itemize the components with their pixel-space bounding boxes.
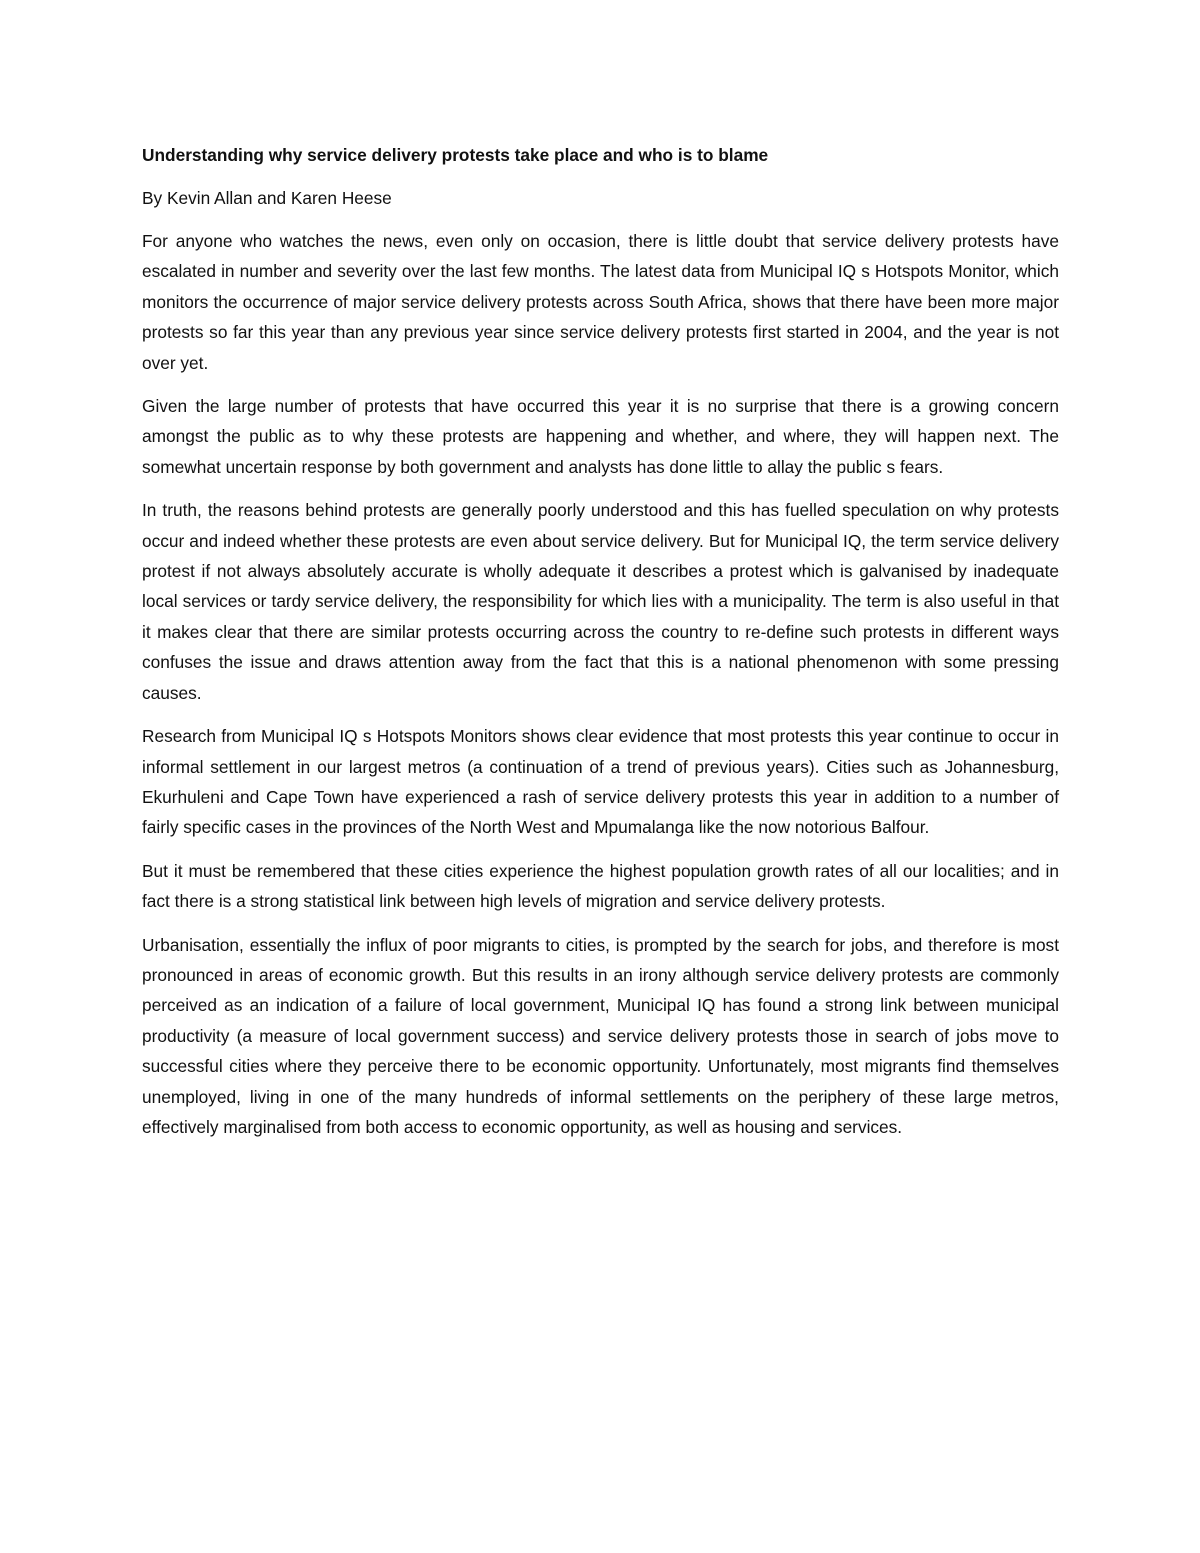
document-title: Understanding why service delivery protests take place and who is to blame (142, 145, 769, 165)
document-body (142, 140, 1059, 1155)
paragraph-2: Given the large number of protests that have occurred this year it is no surprise that there is a growing concern amongst the public as to why these protests are happening and whether, and where, they will happen next. The somewhat uncertain response by both government and analysts has done little to allay the public s fears. (142, 396, 1059, 477)
paragraph-4: Research from Municipal IQ s Hotspots Monitors shows clear evidence that most protests this year continue to occur in informal settlement in our largest metros (a continuation of a trend of previous years). Cities such as Johannesburg, Ekurhuleni and Cape Town have experienced a rash of service delivery protests this year in addition to a number of fairly specific cases in the provinces of the North West and Mpumalanga like the now notorious Balfour. (142, 726, 1059, 838)
paragraph-6: Urbanisation, essentially the influx of poor migrants to cities, is prompted by the search for jobs, and therefore is most pronounced in areas of economic growth. But this results in an irony although service delivery protests are commonly perceived as an indication of a failure of local government, Municipal IQ has found a strong link between municipal productivity (a measure of local government success) and service delivery protests those in search of jobs move to successful cities where they perceive there to be economic opportunity. Unfortunately, most migrants find themselves unemployed, living in one of the many hundreds of informal settlements on the periphery of these large metros, effectively marginalised from both access to economic opportunity, as well as housing and services. (142, 934, 1059, 1137)
byline: By Kevin Allan and Karen Heese (142, 188, 392, 208)
paragraph-1: For anyone who watches the news, even only on occasion, there is little doubt that service delivery protests have escalated in number and severity over the last few months. The latest data from Municipal IQ s Hotspots Monitor, which monitors the occurrence of major service delivery protests across South Africa, shows that there have been more major protests so far this year than any previous year since service delivery protests first started in 2004, and the year is not over yet. (142, 231, 1059, 373)
paragraph-5: But it must be remembered that these cities experience the highest population growth rates of all our localities; and in fact there is a strong statistical link between high levels of migration and service delivery protests. (142, 860, 1059, 912)
paragraph-3: In truth, the reasons behind protests are generally poorly understood and this has fuelled speculation on why protests occur and indeed whether these protests are even about service delivery. But for Municipal IQ, the term service delivery protest if not always absolutely accurate is wholly adequate it describes a protest which is galvanised by inadequate local services or tardy service delivery, the responsibility for which lies with a municipality. The term is also useful in that it makes clear that there are similar protests occurring across the country to re-define such protests in different ways confuses the issue and draws attention away from the fact that this is a national phenomenon with some pressing causes. (142, 500, 1059, 703)
